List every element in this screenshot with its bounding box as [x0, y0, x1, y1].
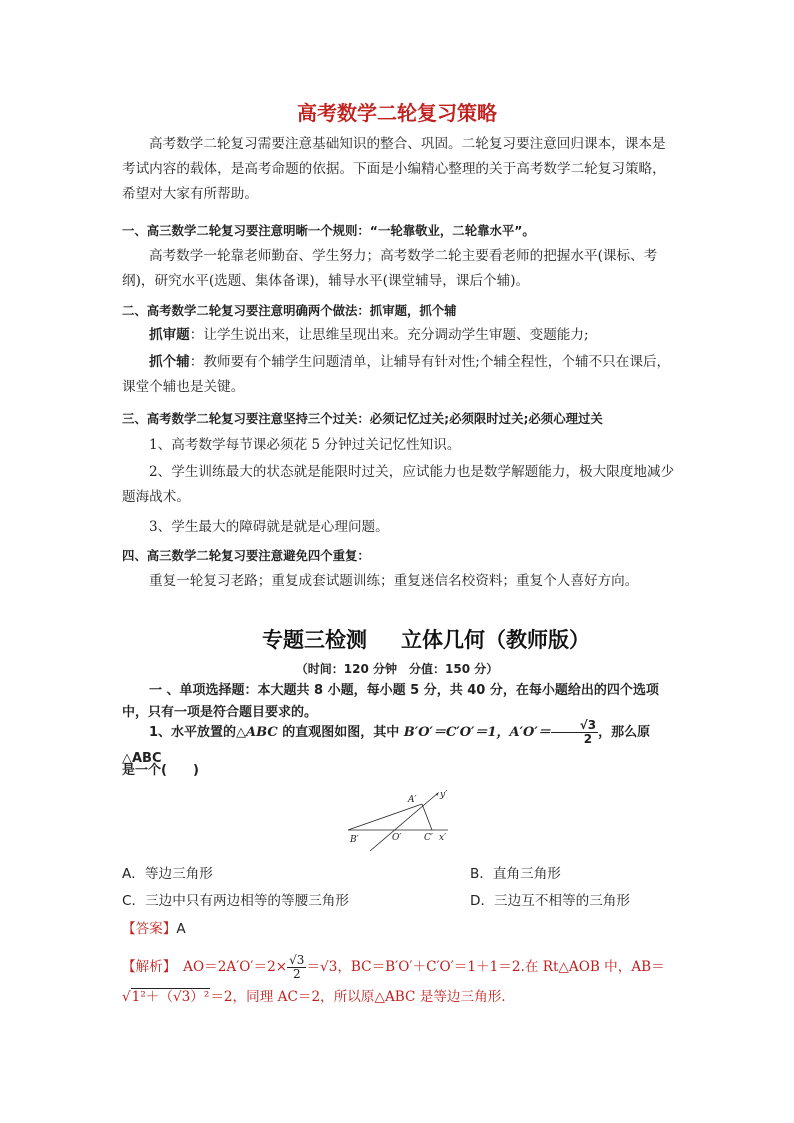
answer-line: [122, 917, 186, 937]
analysis-fraction-den: 2: [292, 967, 301, 981]
q1-mid: 的直观图如图，其中: [277, 725, 404, 740]
analysis-line-1: [122, 952, 682, 982]
option-a[interactable]: A．等边三角形: [122, 866, 213, 882]
analysis-fraction-num: √3: [289, 953, 305, 967]
label-C: C′: [424, 833, 433, 843]
analysis-line-2: [122, 982, 682, 1012]
option-b[interactable]: B．直角三角形: [470, 866, 561, 882]
section-1-heading: 一、高三数学二轮复习要注意明晰一个规则：“一轮靠敬业，二轮靠水平”。: [122, 223, 535, 238]
label-B: B′: [350, 835, 359, 845]
segment-AC: [422, 804, 432, 830]
point-2-text: ：教师要有个辅学生问题清单，让辅导有针对性;个辅全程性，个辅不只在课后，课堂个辅也是关键。: [122, 354, 671, 395]
analysis-fraction: [287, 954, 306, 981]
section-1-body: 高考数学一轮靠老师勤奋、学生努力；高考数学二轮主要看老师的把握水平(课标、考纲)，研究水平(选题、集体备课)，辅导水平(课堂辅导，课后个辅)。: [122, 248, 658, 289]
section-intro: 一 、单项选择题：本大题共 8 小题，每小题 5 分，共 40 分，在每小题给出的四个选项中，只有一项是符合题目要求的。: [122, 683, 659, 720]
intro-paragraph: 高考数学二轮复习需要注意基础知识的整合、巩固。二轮复习要注意回归课本，课本是考试内容的载体，是高考命题的依据。下面是小编精心整理的关于高考数学二轮复习策略，希望对大家有所帮助。: [122, 136, 666, 202]
analysis-root: √1²＋（√3）²: [122, 989, 210, 1005]
exam-title-right: 立体几何（教师版）: [401, 628, 590, 652]
option-c[interactable]: C．三边中只有两边相等的等腰三角形: [122, 893, 349, 909]
answer-label: 【答案】: [122, 921, 177, 937]
exam-title-left: 专题三检测: [262, 628, 367, 652]
section-4-heading: 四、高三数学二轮复习要注意避免四个重复：: [122, 548, 370, 563]
q1-equation: B′O′＝C′O′＝1，A′O′＝: [403, 725, 551, 740]
point-1-label: 抓审题: [149, 327, 190, 343]
section-4-body: 重复一轮复习老路；重复成套试题训练；重复迷信名校资料；重复个人喜好方向。: [149, 573, 639, 589]
analysis-root-radicand: 1²＋（√3）²: [131, 989, 210, 1005]
section-2-point-2: [122, 350, 678, 400]
section-3-item-3: 3、学生最大的障碍就是就是心理问题。: [149, 519, 389, 535]
section-3-item-1: 1、高考数学每节课必须花 5 分钟过关记忆性知识。: [149, 437, 461, 453]
section-2-heading: 二、高考数学二轮复习要注意明确两个做法：抓审题，抓个辅: [122, 303, 457, 318]
section-3-heading: 三、高考数学二轮复习要注意坚持三个过关：必须记忆过关;必须限时过关;必须心理过关: [122, 411, 603, 426]
q1-fraction: [551, 719, 598, 746]
analysis-text-1a: AO＝2A′O′＝2×: [183, 959, 288, 975]
q1-triangle: △ABC: [236, 725, 278, 740]
exam-meta: （时间：120 分钟 分值：150 分）: [295, 662, 499, 676]
label-y: y′: [440, 790, 448, 800]
label-x: x′: [439, 833, 447, 843]
answer-value: A: [176, 921, 186, 937]
analysis-text-1b: ＝√3，BC＝B′O′＋C′O′＝1＋1＝2.在 Rt△AOB 中，AB＝: [306, 959, 665, 975]
analysis-block: [122, 952, 682, 1012]
q1-prefix: 1、水平放置的: [149, 725, 237, 740]
q1-suffix: ，那么原△ABC: [122, 725, 651, 766]
analysis-text-2: ＝2，同理 AC＝2，所以原△ABC 是等边三角形.: [210, 989, 506, 1005]
segment-BA: [348, 804, 422, 830]
y-axis-arrow: [436, 792, 439, 796]
analysis-label: 【解析】: [122, 959, 170, 975]
q1-fraction-num: √3: [551, 719, 598, 733]
q1-line-2: 是一个( ): [122, 763, 199, 778]
label-O: O′: [392, 833, 402, 843]
point-2-label: 抓个辅: [149, 354, 190, 370]
exam-title: [262, 624, 590, 654]
oblique-view-figure: [340, 785, 460, 855]
point-1-text: ：让学生说出来，让思维呈现出来。充分调动学生审题、变题能力;: [189, 327, 589, 343]
section-2-point-1: [122, 323, 678, 348]
label-A: A′: [408, 795, 417, 805]
section-3-item-2: 2、学生训练最大的状态就是能限时过关，应试能力也是数学解题能力，极大限度地减少题海战术。: [122, 464, 675, 505]
option-d[interactable]: D．三边互不相等的三角形: [470, 893, 630, 909]
page-title: 高考数学二轮复习策略: [297, 101, 497, 125]
q1-fraction-den: 2: [583, 732, 593, 746]
